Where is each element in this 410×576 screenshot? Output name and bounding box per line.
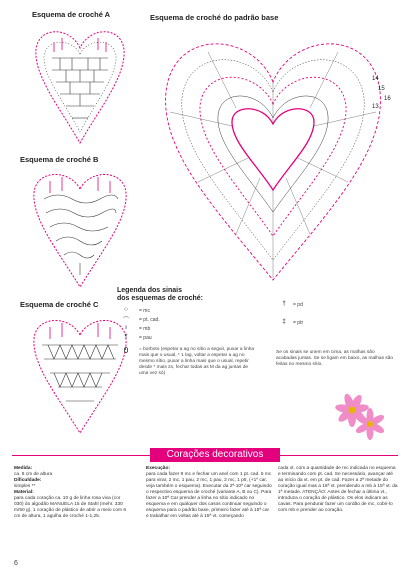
bobble-symbol: 0 — [123, 346, 129, 355]
legend-symbol: † — [282, 300, 286, 307]
execucao-text: para cada fazer 9 mc e fechar um anel com 1 pt. cad. 5 mc para virar, 2 mc, 1 pau, 2 mc, 1 pau, 2 mc, 1 ptr, (+1º car, veja também o esquema). Executar da 2ª-10ª car seguindo o respectivo esquema de croché (variante A, B ou C). Para fazer a 10ª Car prender a linha no sítio indicado no esquema e em qualquer dos casos continuar seguindo o esquema para o padrão base, primeiro fazer até à 15ª car e trabalhar em voltas até à 15ª vt. começando — [146, 472, 272, 519]
legend-secondary — [275, 300, 355, 327]
dificuldade-label: Dificuldade: — [14, 478, 42, 483]
legend-symbol: ı — [125, 324, 127, 331]
legend-symbol: ⌒ — [122, 317, 130, 324]
diagram-base-title: Esquema de croché do padrão base — [150, 13, 279, 22]
execucao-label: Execução: — [146, 466, 170, 471]
medida-value: ca. 8 cm de altura — [14, 472, 53, 477]
flower-photo — [330, 392, 390, 440]
legend-symbol: ○ — [124, 306, 128, 313]
legend-text: = mb — [139, 326, 151, 332]
legend-item — [117, 315, 282, 324]
legend-text: = ptr — [293, 320, 304, 326]
legend-symbol: † — [124, 333, 128, 340]
legend-note: Se os sinais se unem em cima, as malhas são acabadas juntas. Se se ligam em baixo, as malhas são feitas no mesmo sítio. — [276, 350, 394, 367]
legend-item — [117, 306, 282, 315]
legend-text: = pau — [139, 335, 152, 341]
legend-text: = mc — [139, 308, 150, 314]
round-number: 14 — [372, 76, 379, 82]
legend-text: = pd — [293, 302, 303, 308]
round-number: 13 — [372, 104, 379, 110]
round-number: 15 — [378, 86, 385, 92]
diagram-c-title: Esquema de croché C — [20, 300, 99, 309]
legend-item — [275, 300, 355, 318]
legend-item — [275, 318, 355, 327]
legend — [117, 287, 282, 396]
legend-title-2: dos esquemas de croché: — [117, 295, 203, 302]
legend-text: = pt. cad. — [139, 317, 160, 323]
continuation-text: cada vt. com a quantidade de mc indicada no esquema e terminando com pt. cad. Se necessário, avançar até ao início da vt. em pt. de cad. Fazer a 2ª metade do coração igual mas a 16ª vt. prendendo a mb à 15ª vt. da 1ª metade. ATENÇÃO: Antes de fechar a última vt., introduza o coração de plástico. Os elos indicam as cavas. Para pendurar fazer um cordão de mc, cobri-lo com mb e prender ao coração. — [278, 466, 398, 513]
legend-item — [117, 333, 282, 342]
legend-item — [117, 324, 282, 333]
legend-title-1: Legenda dos sinais — [117, 287, 182, 294]
round-number: 16 — [384, 96, 391, 102]
bobble-text: = borboto (espetar a ag no sítio a seguir, puxar a linha mais que o usual, * 1 lag, voltar a espetar a ag no mesmo sítio, puxar a linha mais que o usual, repetir desde * mais 2x, fechar todas as M da ag juntas de uma vez só) — [139, 347, 255, 376]
page-number: 6 — [14, 560, 18, 567]
column-execution — [146, 466, 272, 520]
crochet-diagram-base — [148, 22, 398, 287]
dificuldade-value: simples ** — [14, 484, 36, 489]
material-label: Material: — [14, 490, 34, 495]
column-materials — [14, 466, 128, 520]
article-title: Corações decorativos — [166, 449, 264, 460]
diagram-b-title: Esquema de croché B — [20, 155, 99, 164]
column-continuation — [278, 466, 398, 514]
diagram-a-title: Esquema de croché A — [32, 10, 111, 19]
crochet-diagram-b — [28, 163, 132, 293]
medida-label: Medida: — [14, 466, 33, 471]
material-value: para cada coração ca. 10 g de linha rosa viva (cor 030) do algodão MANUELA 15 de Stahl (mehr. 330 m/50 g), 1 coração de plástico de abrir a meio com 6 cm de altura, 1 agulha de croché 1-1,25. — [14, 496, 126, 519]
crochet-diagram-a — [30, 18, 130, 148]
legend-symbol: ‡ — [282, 318, 286, 325]
article-title-bar — [150, 448, 280, 462]
legend-item-bobble — [117, 346, 282, 396]
